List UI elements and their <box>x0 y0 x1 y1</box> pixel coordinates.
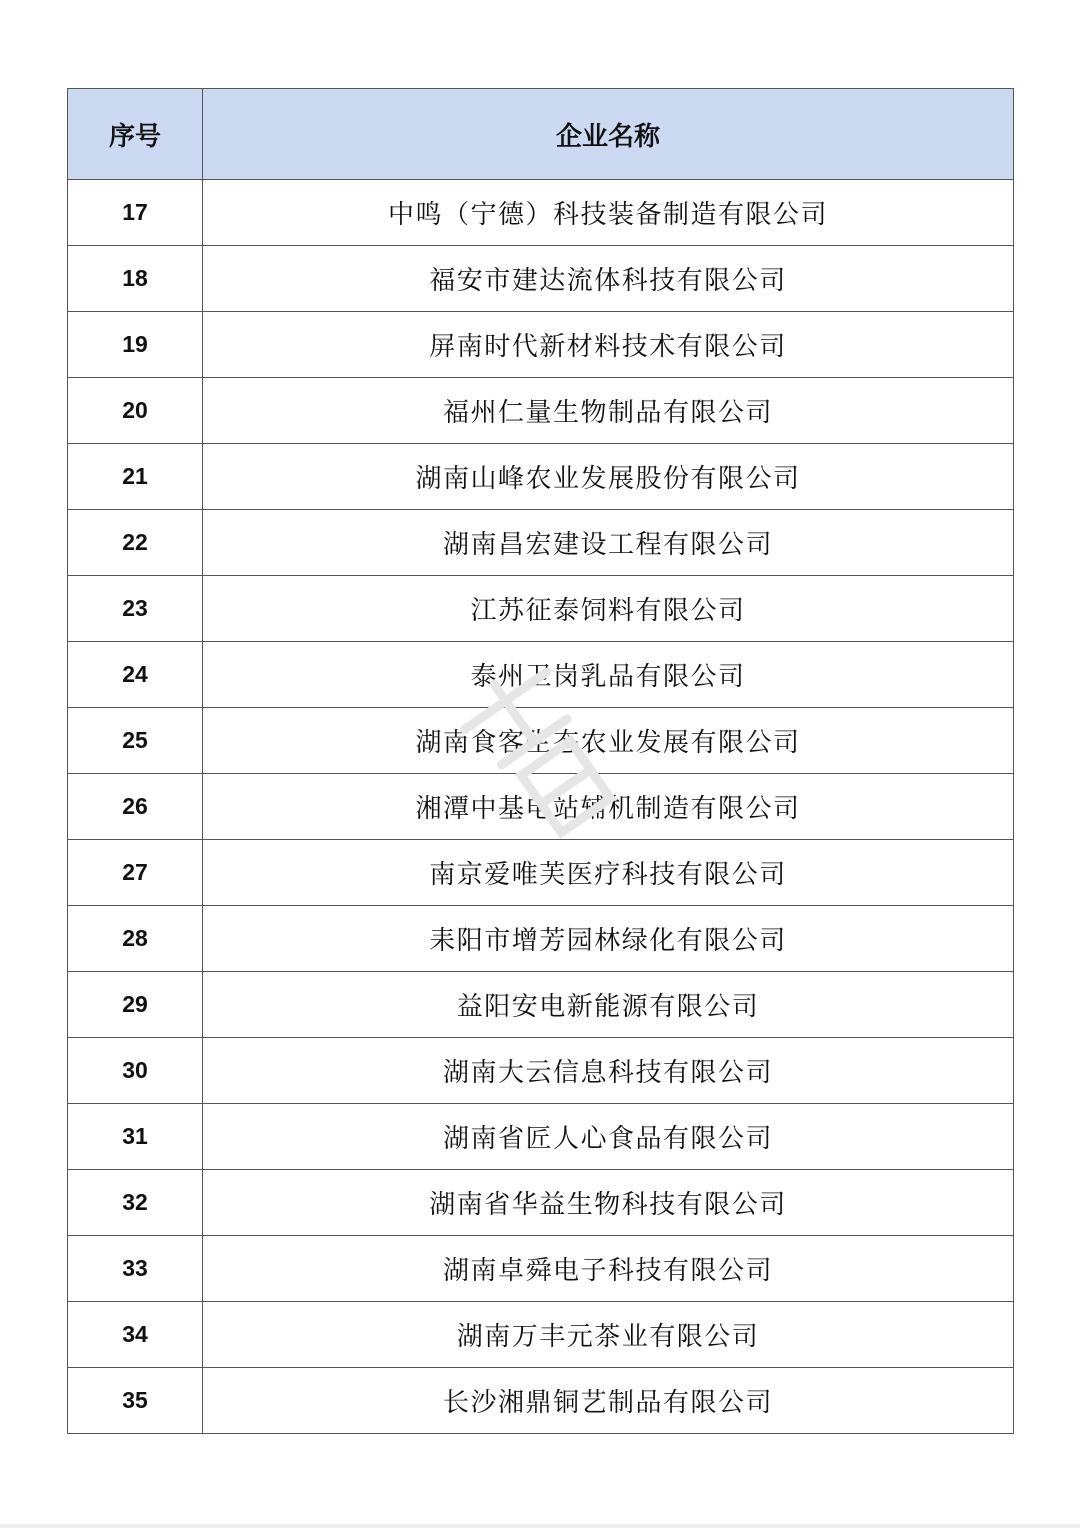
company-name: 湖南食客生态农业发展有限公司 <box>203 708 1014 774</box>
table-row <box>68 906 1014 972</box>
company-name: 长沙湘鼎铜艺制品有限公司 <box>203 1368 1014 1434</box>
row-number: 21 <box>68 444 203 510</box>
table-row <box>68 1170 1014 1236</box>
table-row <box>68 246 1014 312</box>
company-name: 湖南省匠人心食品有限公司 <box>203 1104 1014 1170</box>
row-number: 26 <box>68 774 203 840</box>
table-row <box>68 312 1014 378</box>
table-row <box>68 840 1014 906</box>
row-number: 17 <box>68 180 203 246</box>
company-list-table <box>67 88 1014 1434</box>
page-bottom-divider <box>0 1524 1080 1528</box>
row-number: 34 <box>68 1302 203 1368</box>
company-name: 福州仁量生物制品有限公司 <box>203 378 1014 444</box>
table-row <box>68 1104 1014 1170</box>
row-number: 35 <box>68 1368 203 1434</box>
table-body <box>68 180 1014 1434</box>
company-name: 湖南大云信息科技有限公司 <box>203 1038 1014 1104</box>
table-row <box>68 378 1014 444</box>
company-name: 湖南省华益生物科技有限公司 <box>203 1170 1014 1236</box>
company-name: 耒阳市增芳园林绿化有限公司 <box>203 906 1014 972</box>
row-number: 29 <box>68 972 203 1038</box>
row-number: 24 <box>68 642 203 708</box>
table-row <box>68 1302 1014 1368</box>
row-number: 32 <box>68 1170 203 1236</box>
company-name: 湖南山峰农业发展股份有限公司 <box>203 444 1014 510</box>
row-number: 22 <box>68 510 203 576</box>
row-number: 30 <box>68 1038 203 1104</box>
table-row <box>68 1236 1014 1302</box>
company-name: 中鸣（宁德）科技装备制造有限公司 <box>203 180 1014 246</box>
company-name: 湖南昌宏建设工程有限公司 <box>203 510 1014 576</box>
company-name: 屏南时代新材料技术有限公司 <box>203 312 1014 378</box>
table-row <box>68 510 1014 576</box>
company-name: 福安市建达流体科技有限公司 <box>203 246 1014 312</box>
company-name: 益阳安电新能源有限公司 <box>203 972 1014 1038</box>
company-name: 泰州卫岗乳品有限公司 <box>203 642 1014 708</box>
header-row <box>68 89 1014 180</box>
table-row <box>68 576 1014 642</box>
row-number: 28 <box>68 906 203 972</box>
table-row <box>68 180 1014 246</box>
company-name: 湘潭中基电站辅机制造有限公司 <box>203 774 1014 840</box>
table-row <box>68 444 1014 510</box>
row-number: 33 <box>68 1236 203 1302</box>
row-number: 31 <box>68 1104 203 1170</box>
company-name: 南京爱唯芙医疗科技有限公司 <box>203 840 1014 906</box>
row-number: 27 <box>68 840 203 906</box>
row-number: 23 <box>68 576 203 642</box>
header-company-name: 企业名称 <box>203 89 1014 180</box>
company-name: 江苏征泰饲料有限公司 <box>203 576 1014 642</box>
table-row <box>68 708 1014 774</box>
table-header <box>68 89 1014 180</box>
row-number: 18 <box>68 246 203 312</box>
company-name: 湖南卓舜电子科技有限公司 <box>203 1236 1014 1302</box>
table-row <box>68 1368 1014 1434</box>
row-number: 20 <box>68 378 203 444</box>
table-row <box>68 774 1014 840</box>
table-row <box>68 642 1014 708</box>
row-number: 19 <box>68 312 203 378</box>
company-name: 湖南万丰元茶业有限公司 <box>203 1302 1014 1368</box>
table-row <box>68 972 1014 1038</box>
table-row <box>68 1038 1014 1104</box>
row-number: 25 <box>68 708 203 774</box>
header-number: 序号 <box>68 89 203 180</box>
